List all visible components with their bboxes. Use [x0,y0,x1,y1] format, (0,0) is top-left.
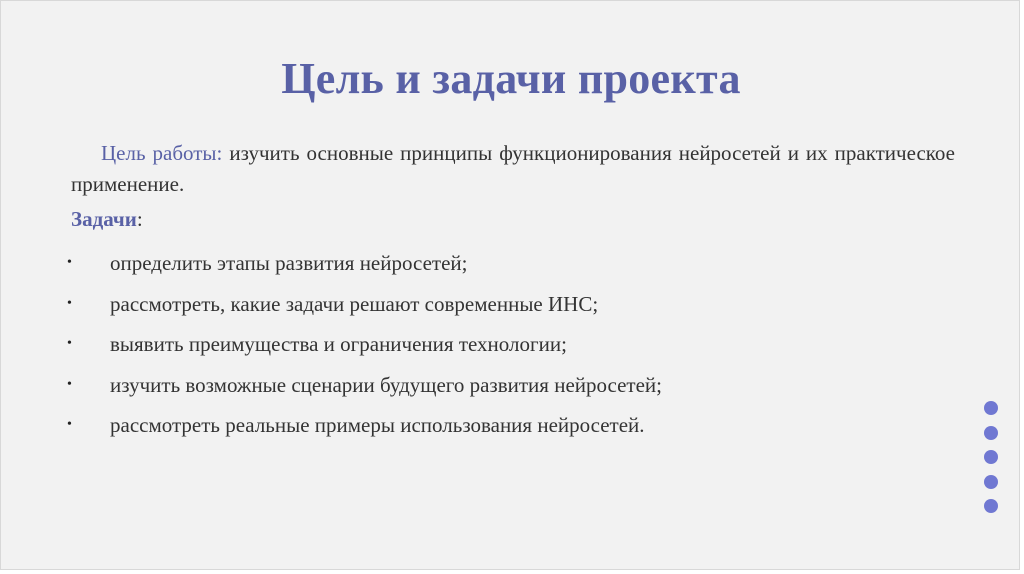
tasks-heading-colon: : [136,207,143,231]
bullet-icon: • [67,255,72,270]
slide-title: Цель и задачи проекта [281,54,741,103]
task-text: определить этапы развития нейросетей; [110,251,468,275]
bullet-icon: • [67,336,72,351]
goal-paragraph [71,138,955,200]
task-text: выявить преимущества и ограничения технологии; [110,332,567,356]
task-text: изучить возможные сценарии будущего развития нейросетей; [110,372,662,397]
decorative-dots [984,401,998,524]
bullet-icon: • [67,417,72,432]
bullet-icon: • [67,376,72,392]
goal-label: Цель работы: [101,141,223,165]
dot-icon [984,426,998,440]
bullet-icon: • [67,295,72,311]
tasks-heading [71,207,143,232]
dot-icon [984,450,998,464]
tasks-heading-label: Задачи [71,207,137,231]
dot-icon [984,475,998,489]
task-text: рассмотреть, какие задачи решают современные ИНС; [110,291,599,316]
goal-text: изучить основные принципы функционирования нейросетей и их практическое применение. [71,141,955,196]
task-text: рассмотреть реальные примеры использования нейросетей. [110,413,645,437]
dot-icon [984,401,998,415]
dot-icon [984,499,998,513]
